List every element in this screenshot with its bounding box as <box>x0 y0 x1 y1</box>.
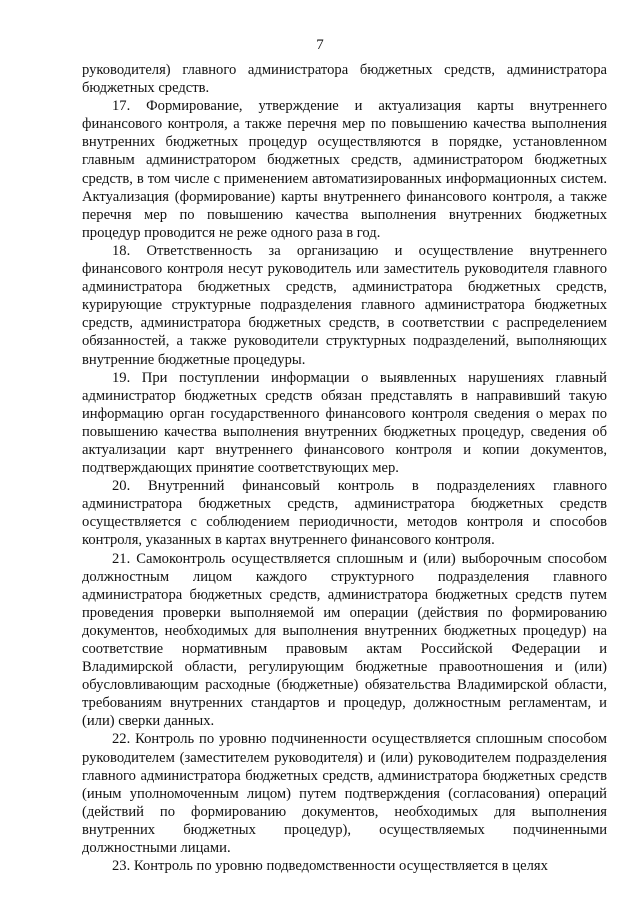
paragraph-21: 21. Самоконтроль осуществляется сплошным и (или) выборочным способом должностным лицом каждого структурного подразделения главного администратора бюджетных средств, администратора бюджетных средств путем проведения проверки выполняемой им операции (действия по формированию документов, необходимых для выполнения внутренних бюджетных процедур) на соответствие нормативным правовым актам Российской Федерации и Владимирской области, регулирующим бюджетные правоотношения и (или) обусловливающим расходные (бюджетные) обязательства Владимирской области, требованиям внутренних стандартов и процедур, должностным регламентам, и (или) сверки данных. <box>82 550 607 730</box>
paragraph-19: 19. При поступлении информации о выявленных нарушениях главный администратор бюджетных средств обязан представлять в направивший такую информацию орган государственного финансового контроля сведения о мерах по повышению качества выполнения внутренних бюджетных процедур, сведения об актуализации карт внутреннего финансового контроля и копии документов, подтверждающих принятие соответствующих мер. <box>82 369 607 477</box>
paragraph-22: 22. Контроль по уровню подчиненности осуществляется сплошным способом руководителем (заместителем руководителя) и (или) руководителем подразделения главного администратора бюджетных средств, администратора бюджетных средств (иным уполномоченным лицом) путем подтверждения (согласования) операций (действий по формированию документов, необходимых для выполнения внутренних бюджетных процедур), осуществляемых подчиненными должностными лицами. <box>82 731 607 857</box>
paragraph-20: 20. Внутренний финансовый контроль в подразделениях главного администратора бюджетных средств, администратора бюджетных средств осуществляется с соблюдением периодичности, методов контроля и способов контроля, указанных в картах внутреннего финансового контроля. <box>82 478 607 549</box>
paragraph-continuation: руководителя) главного администратора бюджетных средств, администратора бюджетных средств. <box>82 62 607 97</box>
paragraph-17: 17. Формирование, утверждение и актуализация карты внутреннего финансового контроля, а также перечня мер по повышению качества выполнения внутренних бюджетных процедур осуществляются в порядке, установленном главным администратором бюджетных средств, администратором бюджетных средств, в том числе с применением автоматизированных информационных систем. Актуализация (формирование) карты внутреннего финансового контроля, а также перечня мер по повышению качества выполнения внутренних бюджетных процедур проводится не реже одного раза в год. <box>82 98 607 241</box>
paragraph-18: 18. Ответственность за организацию и осуществление внутреннего финансового контроля несут руководитель или заместитель руководителя главного администратора бюджетных средств, администратора бюджетных средств, курирующие структурные подразделения главного администратора бюджетных средств, администратора бюджетных средств, в соответствии с распределением обязанностей, а также руководители структурных подразделений, выполняющих внутренние бюджетные процедуры. <box>82 242 607 368</box>
page-number: 7 <box>316 37 324 53</box>
paragraph-23: 23. Контроль по уровню подведомственности осуществляется в целях <box>112 858 548 875</box>
document-body <box>82 61 607 875</box>
